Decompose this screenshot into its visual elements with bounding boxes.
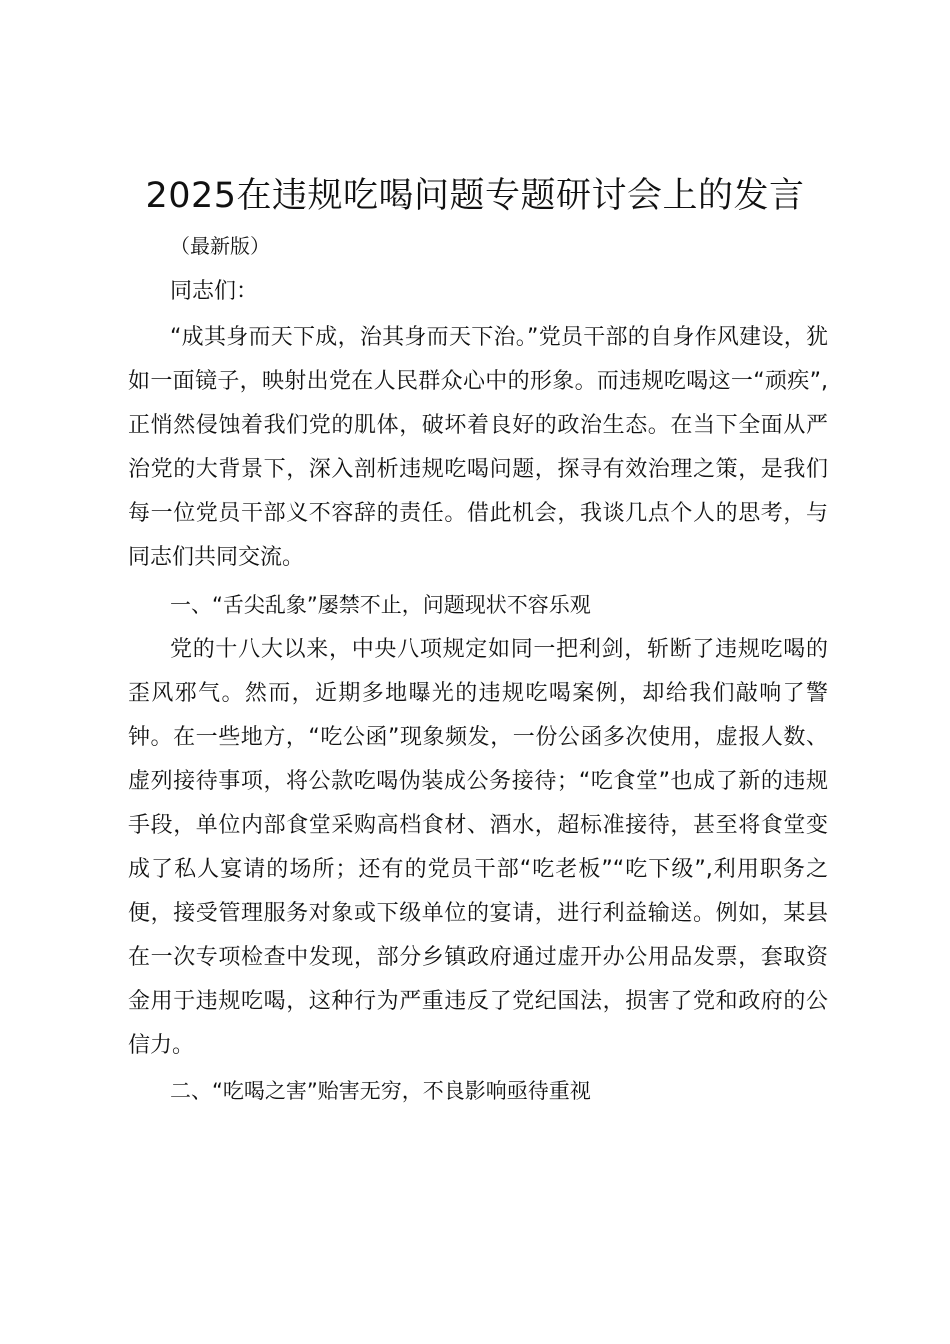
paragraph-intro: “成其身而天下成，治其身而天下治。”党员干部的自身作风建设，犹如一面镜子，映射出党在人民群众心中的形象。而违规吃喝这一“顽疾”,正悄然侵蚀着我们党的肌体，破坏着良好的政治生态。在当下全面从严治党的大背景下，深入剖析违规吃喝问题，探寻有效治理之策，是我们每一位党员干部义不容辞的责任。借此机会，我谈几点个人的思考，与同志们共同交流。 <box>128 325 828 570</box>
document-subtitle: （最新版） <box>170 234 270 258</box>
section-heading-1: 一、“舌尖乱象”屡禁不止，问题现状不容乐观 <box>170 593 591 617</box>
section-heading-2: 二、“吃喝之害”贻害无穷，不良影响亟待重视 <box>170 1079 591 1103</box>
paragraph-section-1: 党的十八大以来，中央八项规定如同一把利剑，斩断了违规吃喝的歪风邪气。然而，近期多地曝光的违规吃喝案例，却给我们敲响了警钟。在一些地方，“吃公函”现象频发，一份公函多次使用，虚报人数、虚列接待事项，将公款吃喝伪装成公务接待；“吃食堂”也成了新的违规手段，单位内部食堂采购高档食材、酒水，超标准接待，甚至将食堂变成了私人宴请的场所；还有的党员干部“吃老板”“吃下级”,利用职务之便，接受管理服务对象或下级单位的宴请，进行利益输送。例如，某县在一次专项检查中发现，部分乡镇政府通过虚开办公用品发票，套取资金用于违规吃喝，这种行为严重违反了党纪国法，损害了党和政府的公信力。 <box>128 637 828 1058</box>
greeting: 同志们： <box>170 279 259 304</box>
document-title: 2025在违规吃喝问题专题研讨会上的发言 <box>145 176 805 216</box>
